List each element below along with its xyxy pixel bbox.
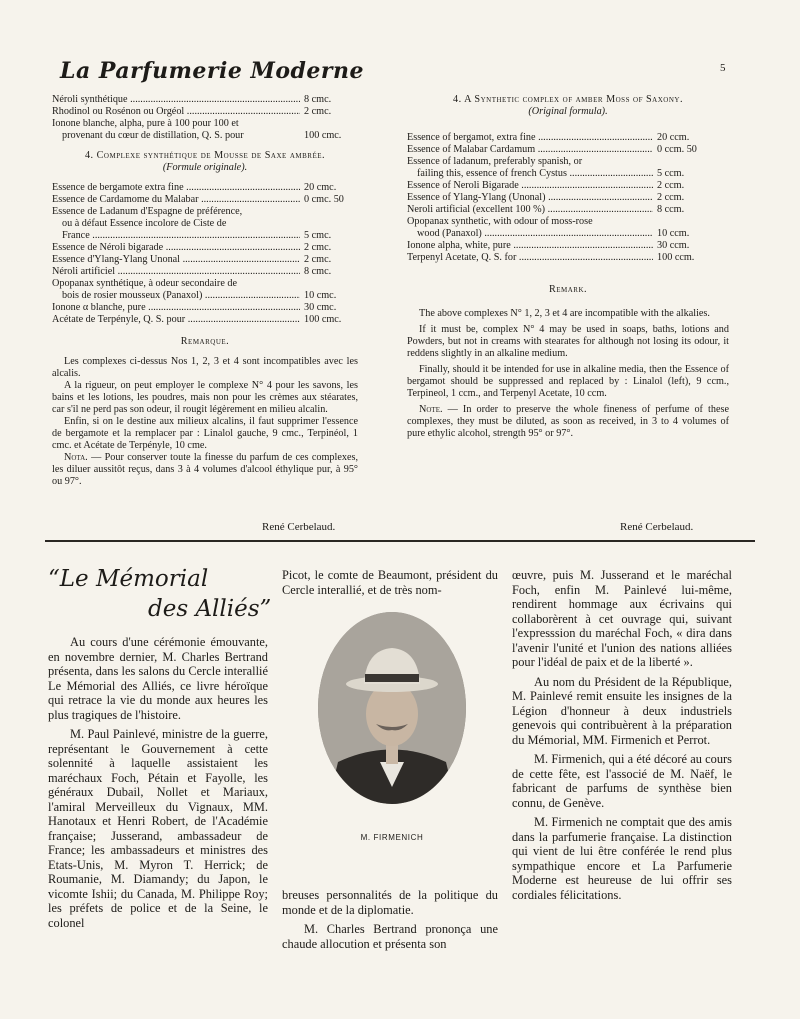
article-column-2-top [282,568,498,602]
article-column-2-bottom [282,888,498,956]
article-paragraph: M. Paul Painlevé, ministre de la guerre, représentant le Gouvernement à cette solennité à laquelle assistaient les maréchaux Foch, Pétain et Fayolle, les généraux Dubail, Nollet et Mariaux, l'amiral Merveilleux du Vignaux, MM. Hanotaux et Henri Robert, de l'Académie française; Jusserand, ambassadeur de France; les ambassadeurs et ministres des Etats-Unis, M. Myron T. Herrick; de Roumanie, M. Diamandy; du Japon, le vicomte Ishii; du Canada, M. Philippe Roy; les préfets de police et de la Seine, le colonel [48,727,268,930]
remark-paragraph: Les complexes ci-dessus Nos 1, 2, 3 et 4 sont incompatibles avec les alcalis. [52,356,358,379]
formula-heading: 4. A Synthetic complex of amber Moss of Saxony. [452,94,684,105]
formula-row: Essence of bergamot, extra fine ..... 20 ccm. [407,132,729,144]
portrait-photo [318,612,466,804]
remark-paragraph: The above complexes N° 1, 2, 3 et 4 are incompatible with the alkalies. [419,308,710,319]
formula-row: Acétate de Terpényle, Q. S. pour ..... 100 cmc. [52,314,358,326]
formula-subheading: (Original formula). [528,106,608,117]
formula-row: Essence de Néroli bigarade ..... 2 cmc. [52,242,358,254]
formula-row: Néroli artificiel ..... 8 cmc. [52,266,358,278]
article-title-line2: des Alliés” [148,596,272,622]
formula-row: Rhodinol ou Rosénon ou Orgéol ..... 2 cmc. [52,106,358,118]
section-divider [45,540,755,542]
portrait-caption: M. FIRMENICH [360,833,424,842]
signature: René Cerbelaud. [620,521,694,533]
article-paragraph: Au nom du Président de la République, M. Painlevé remit ensuite les insignes de la Légion d'honneur à deux industriels genevois qui contribuèrent à la préparation du Mémorial, MM. Firmenich et Perrot. [512,674,732,747]
formula-row: provenant du cœur de distillation, Q. S. pour 100 cmc. [62,130,342,141]
formula-row: Essence de bergamote extra fine ..... 20 cmc. [52,182,358,194]
formula-row: bois de rosier mousseux (Panaxol) ..... 10 cmc. [52,290,358,302]
article-column-1 [48,635,268,935]
article-paragraph: œuvre, puis M. Jusserand et le maréchal Foch, enfin M. Painlevé lui-même, rendirent hommage aux écrivains qui collaborèrent à cet ouvrage qui, suivant l'expresssion du maréchal Foch, « dira dans l'avenir l'unité et l'union des nations alliées pour l'idéal de paix et de la liberté ». [512,568,732,669]
formula-row: Neroli artificial (excellent 100 %) ..... 8 ccm. [407,204,729,216]
portrait-illustration [318,612,466,804]
article-paragraph: M. Firmenich, qui a été décoré au cours de cette fête, est l'associé de M. Naëf, le fabricant de parfums de synthèse bien connu, de Genève. [512,752,732,810]
remark-paragraph: A la rigueur, on peut employer le complexe N° 4 pour les savons, les bains et les lotions, les poudres, mais non pour les crèmes aux stéarates, car s'il ne perd pas son odeur, il rougit légèrement en milieu alcalin. [52,380,358,415]
formula-row: Opopanax synthétique, à odeur secondaire de [52,278,238,289]
remark-paragraph: Finally, should it be intended for use in alkaline media, then the Essence of bergamot should be suppressed and replaced by : Linalol (left), 9 ccm., Terpineol, 1 ccm., and Terpenyl Acetate, 10 ccm. [407,364,729,399]
formula-row: France ..... 5 cmc. [52,230,358,242]
article-column-3 [512,568,732,907]
formula-row: Essence d'Ylang-Ylang Unonal ..... 2 cmc. [52,254,358,266]
left-formula-column [52,94,358,488]
article-paragraph: M. Firmenich ne comptait que des amis dans la parfumerie française. La distinction qui vient de lui être conférée le rend plus sympathique encore et La Parfumerie Moderne est heureuse de lui offrir ses cordiales félicitations. [512,815,732,902]
formula-row: Essence de Ladanum d'Espagne de préférence, [52,206,243,217]
signature: René Cerbelaud. [262,521,336,533]
remark-title: Remark. [548,284,588,295]
remark-paragraph: Enfin, si on le destine aux milieux alcalins, il faut supprimer l'essence de bergamote et la remplacer par : Linalol gauche, 9 cmc., Terpinéol, 1 cmc. et Acétate de Terpényle, 10 cme. [52,416,358,451]
formula-row: Néroli synthétique ..... 8 cmc. [52,94,358,106]
nota-paragraph: Nota. — Pour conserver toute la finesse du parfum de ces complexes, les diluer aussitôt reçus, dans 3 à 4 volumes d'alcool éthylique pur, à 95° ou 97°. [52,452,358,487]
formula-row-ionone: Ionone blanche, alpha, pure à 100 pour 100 et [52,118,239,129]
formula-row: Terpenyl Acetate, Q. S. for ..... 100 ccm. [407,252,729,264]
formula-row: wood (Panaxol) ..... 10 ccm. [407,228,729,240]
remark-title: Remarque. [180,336,230,347]
page-number: 5 [720,62,726,74]
article-paragraph: M. Charles Bertrand prononça une chaude allocution et présenta son [282,922,498,951]
article-paragraph: Picot, le comte de Beaumont, président du Cercle interallié, et de très nom- [282,568,498,597]
article-paragraph: Au cours d'une cérémonie émouvante, en novembre dernier, M. Charles Bertrand présenta, dans les salons du Cercle interallié Le Mémorial des Alliés, ce livre héroïque qui retrace la vie du monde aux heures les plus tragiques de l'histoire. [48,635,268,722]
right-formula-column [407,94,729,440]
formula-row: Essence de Cardamome du Malabar ..... 0 cmc. 50 [52,194,358,206]
formula-subheading: (Formule originale). [162,162,248,173]
remark-paragraph: If it must be, complex N° 4 may be used in soaps, baths, lotions and Powders, but not in creams with stearates for although not losing its odour, it reddens slightly in an alkaline medium. [407,324,729,359]
formula-heading: 4. Complexe synthétique de Mousse de Saxe ambrée. [84,150,326,161]
formula-row: Ionone alpha, white, pure ..... 30 ccm. [407,240,729,252]
article-title-line1: “Le Mémorial [48,566,209,592]
formula-row: Essence of Neroli Bigarade ..... 2 ccm. [407,180,729,192]
formula-row: ou à défaut Essence incolore de Ciste de [62,218,227,229]
note-paragraph: Note. — In order to preserve the whole fineness of perfume of these complexes, they must be diluted, as soon as received, in 3 to 4 volumes of pure ethylic alcohol, strength 95° or 97°. [407,404,729,439]
formula-row: Opopanax synthetic, with odour of moss-rose [407,216,593,227]
formula-row: failing this, essence of french Cystus ..... 5 ccm. [407,168,729,180]
formula-row: Essence of ladanum, preferably spanish, or [407,156,583,167]
formula-row: Ionone α blanche, pure ..... 30 cmc. [52,302,358,314]
article-paragraph: breuses personnalités de la politique du monde et de la diplomatie. [282,888,498,917]
masthead: La Parfumerie Moderne [60,58,365,84]
formula-row: Essence of Malabar Cardamum ..... 0 ccm. 50 [407,144,729,156]
formula-row: Essence of Ylang-Ylang (Unonal) ..... 2 ccm. [407,192,729,204]
